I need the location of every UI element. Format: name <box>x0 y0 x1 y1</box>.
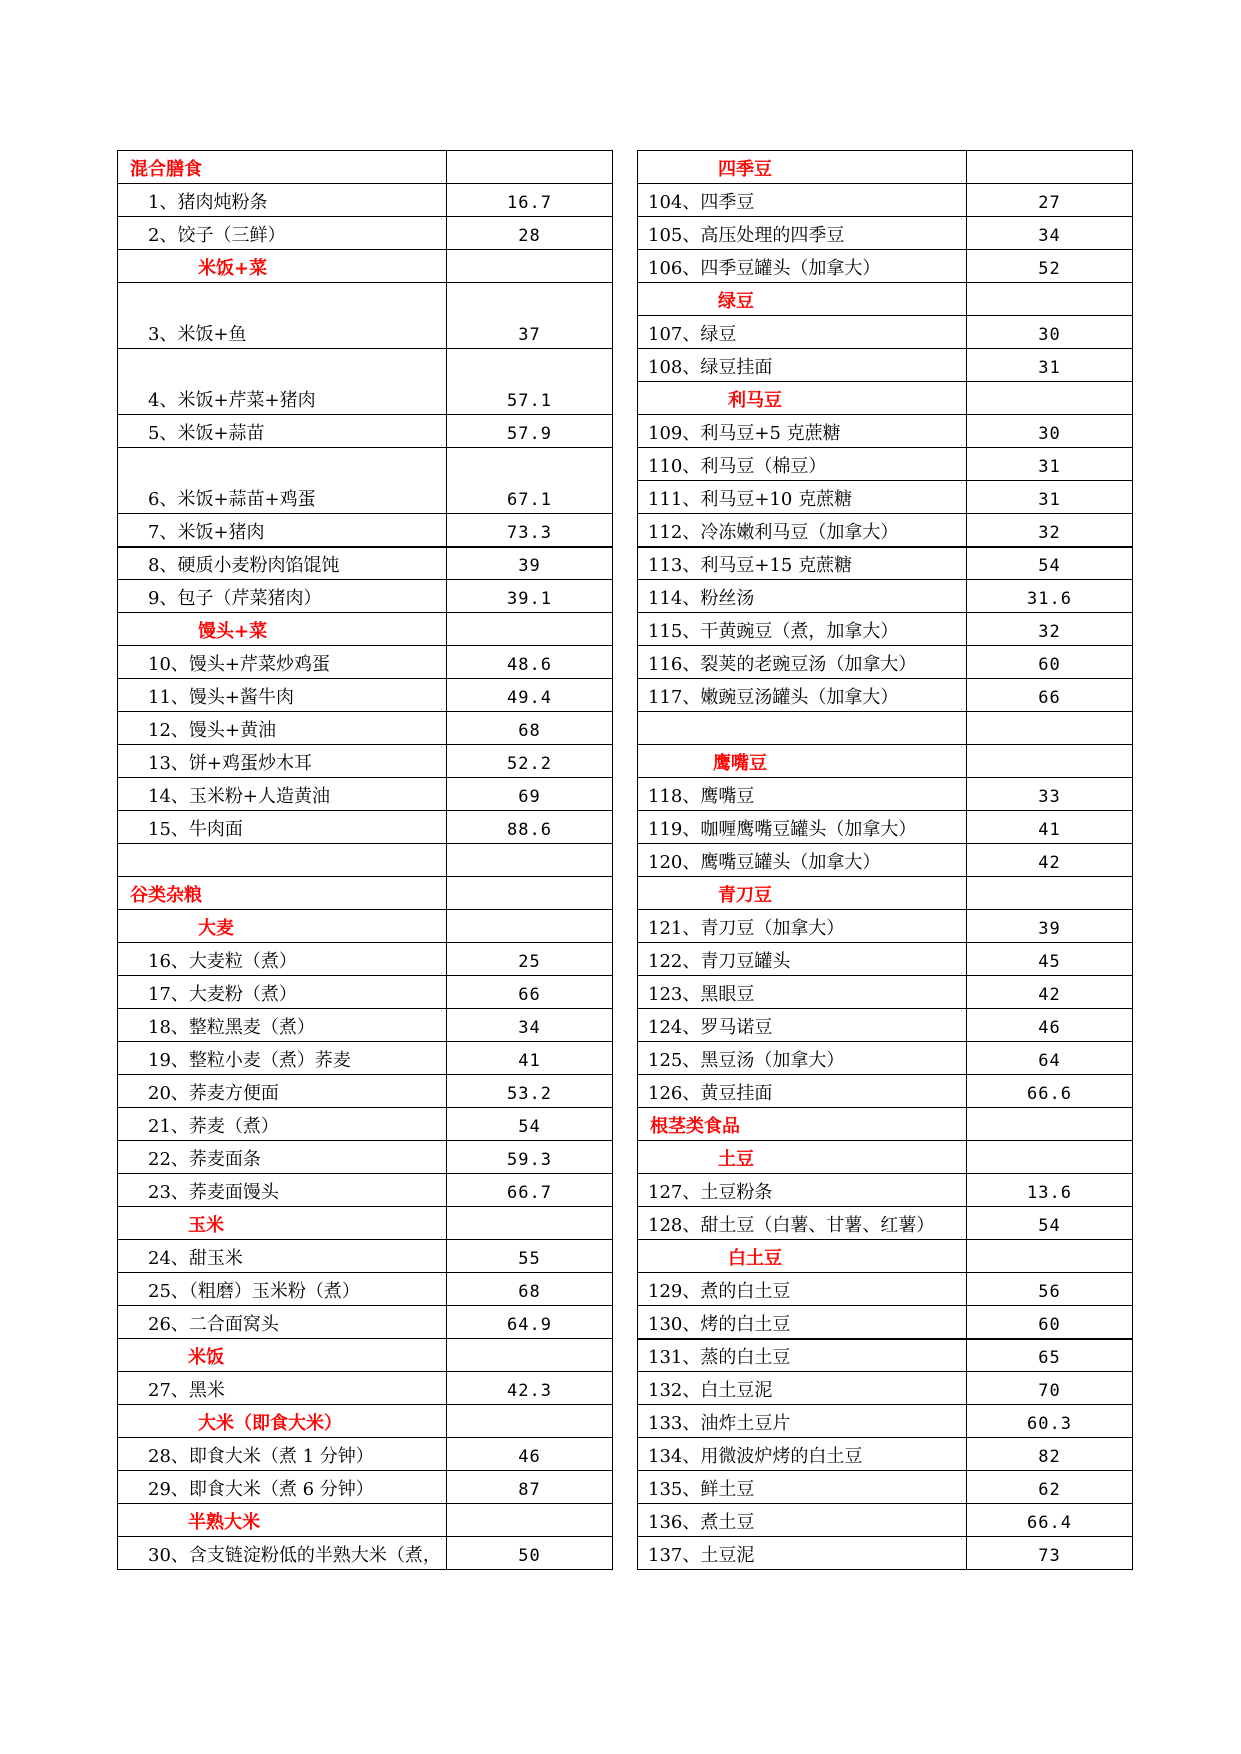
table-row <box>638 613 1133 646</box>
gi-value: 65 <box>967 1339 1133 1372</box>
category-row <box>638 745 1133 778</box>
subcategory-heading: 玉米 <box>118 1207 447 1240</box>
gi-value: 39 <box>447 547 613 580</box>
table-row <box>638 1042 1133 1075</box>
empty-cell <box>967 151 1133 184</box>
subcategory-heading: 米饭+菜 <box>118 250 447 283</box>
table-row <box>118 217 613 250</box>
subcategory-heading: 米饭 <box>118 1339 447 1372</box>
right-table-body <box>638 151 1133 1570</box>
gi-value: 49.4 <box>447 679 613 712</box>
gi-value: 46 <box>447 1438 613 1471</box>
table-row <box>118 679 613 712</box>
food-name: 123、黑眼豆 <box>638 976 967 1009</box>
gi-value: 59.3 <box>447 1141 613 1174</box>
food-name: 8、硬质小麦粉肉馅馄饨 <box>118 547 447 580</box>
table-row <box>118 1108 613 1141</box>
empty-cell <box>967 712 1133 745</box>
gi-value: 30 <box>967 316 1133 349</box>
food-name: 106、四季豆罐头（加拿大） <box>638 250 967 283</box>
food-name: 133、油炸土豆片 <box>638 1405 967 1438</box>
food-name: 131、蒸的白土豆 <box>638 1339 967 1372</box>
gi-value: 82 <box>967 1438 1133 1471</box>
food-name: 117、嫩豌豆汤罐头（加拿大） <box>638 679 967 712</box>
gi-value: 32 <box>967 514 1133 547</box>
table-row <box>638 1009 1133 1042</box>
gi-value: 33 <box>967 778 1133 811</box>
food-name: 26、二合面窝头 <box>118 1306 447 1339</box>
category-heading: 根茎类食品 <box>638 1108 967 1141</box>
gi-value: 66.4 <box>967 1504 1133 1537</box>
gi-value: 66.6 <box>967 1075 1133 1108</box>
food-name: 2、饺子（三鲜） <box>118 217 447 250</box>
category-row <box>118 910 613 943</box>
gi-value: 53.2 <box>447 1075 613 1108</box>
category-row <box>638 1240 1133 1273</box>
food-name: 12、馒头+黄油 <box>118 712 447 745</box>
table-row <box>638 1405 1133 1438</box>
food-name: 110、利马豆（棉豆） <box>638 448 967 481</box>
category-row <box>118 1339 613 1372</box>
food-name: 127、土豆粉条 <box>638 1174 967 1207</box>
table-row <box>638 349 1133 382</box>
food-name: 119、咖喱鹰嘴豆罐头（加拿大） <box>638 811 967 844</box>
gi-value: 13.6 <box>967 1174 1133 1207</box>
food-name: 122、青刀豆罐头 <box>638 943 967 976</box>
food-name: 137、土豆泥 <box>638 1537 967 1570</box>
table-row <box>118 1306 613 1339</box>
gi-value: 68 <box>447 1273 613 1306</box>
category-row <box>118 250 613 283</box>
food-name: 104、四季豆 <box>638 184 967 217</box>
table-row <box>118 1042 613 1075</box>
food-name: 135、鲜土豆 <box>638 1471 967 1504</box>
gi-value: 41 <box>967 811 1133 844</box>
food-name: 130、烤的白土豆 <box>638 1306 967 1339</box>
gi-value: 48.6 <box>447 646 613 679</box>
table-row <box>638 217 1133 250</box>
gi-value: 34 <box>967 217 1133 250</box>
subcategory-heading: 半熟大米 <box>118 1504 447 1537</box>
table-row <box>118 283 613 349</box>
gi-value: 70 <box>967 1372 1133 1405</box>
food-name: 115、干黄豌豆（煮，加拿大） <box>638 613 967 646</box>
table-row <box>118 943 613 976</box>
empty-cell <box>967 1240 1133 1273</box>
table-row <box>638 679 1133 712</box>
table-row <box>638 778 1133 811</box>
right-gi-table <box>637 150 1133 1570</box>
table-row <box>638 943 1133 976</box>
empty-cell <box>447 1207 613 1240</box>
table-row <box>638 910 1133 943</box>
category-heading: 谷类杂粮 <box>118 877 447 910</box>
table-row <box>638 316 1133 349</box>
food-name: 108、绿豆挂面 <box>638 349 967 382</box>
table-row <box>638 415 1133 448</box>
gi-value: 52.2 <box>447 745 613 778</box>
table-row <box>638 1537 1133 1570</box>
food-name: 132、白土豆泥 <box>638 1372 967 1405</box>
subcategory-heading: 青刀豆 <box>638 877 967 910</box>
food-name: 23、荞麦面馒头 <box>118 1174 447 1207</box>
gi-value: 42.3 <box>447 1372 613 1405</box>
gi-value: 73 <box>967 1537 1133 1570</box>
gi-value: 28 <box>447 217 613 250</box>
subcategory-heading: 大麦 <box>118 910 447 943</box>
gi-value: 68 <box>447 712 613 745</box>
table-row <box>118 778 613 811</box>
category-row <box>638 1141 1133 1174</box>
empty-cell <box>447 1504 613 1537</box>
empty-row <box>118 844 613 877</box>
food-name: 4、米饭+芹菜+猪肉 <box>118 349 447 415</box>
category-row <box>118 1504 613 1537</box>
table-row <box>638 646 1133 679</box>
food-name: 134、用微波炉烤的白土豆 <box>638 1438 967 1471</box>
subcategory-heading: 土豆 <box>638 1141 967 1174</box>
table-row <box>118 547 613 580</box>
food-name: 124、罗马诺豆 <box>638 1009 967 1042</box>
table-row <box>118 514 613 547</box>
food-name: 3、米饭+鱼 <box>118 283 447 349</box>
empty-row <box>638 712 1133 745</box>
category-row <box>638 877 1133 910</box>
table-row <box>638 184 1133 217</box>
food-name: 28、即食大米（煮 1 分钟） <box>118 1438 447 1471</box>
gi-value: 64 <box>967 1042 1133 1075</box>
gi-value: 54 <box>447 1108 613 1141</box>
subcategory-heading: 大米（即食大米） <box>118 1405 447 1438</box>
gi-value: 54 <box>967 547 1133 580</box>
gi-value: 88.6 <box>447 811 613 844</box>
gi-value: 66 <box>967 679 1133 712</box>
table-row <box>118 184 613 217</box>
food-name: 120、鹰嘴豆罐头（加拿大） <box>638 844 967 877</box>
subcategory-heading: 利马豆 <box>638 382 967 415</box>
table-row <box>638 1372 1133 1405</box>
table-row <box>638 580 1133 613</box>
gi-value: 64.9 <box>447 1306 613 1339</box>
empty-cell <box>638 712 967 745</box>
table-row <box>638 1306 1133 1339</box>
food-name: 1、猪肉炖粉条 <box>118 184 447 217</box>
food-name: 24、甜玉米 <box>118 1240 447 1273</box>
gi-value: 39 <box>967 910 1133 943</box>
table-row <box>638 1207 1133 1240</box>
category-row <box>118 1405 613 1438</box>
table-row <box>638 1438 1133 1471</box>
food-name: 10、馒头+芹菜炒鸡蛋 <box>118 646 447 679</box>
gi-value: 56 <box>967 1273 1133 1306</box>
gi-value: 37 <box>447 283 613 349</box>
gi-value: 60 <box>967 646 1133 679</box>
table-row <box>638 844 1133 877</box>
food-name: 105、高压处理的四季豆 <box>638 217 967 250</box>
food-name: 113、利马豆+15 克蔗糖 <box>638 547 967 580</box>
gi-value: 57.1 <box>447 349 613 415</box>
empty-cell <box>447 250 613 283</box>
table-row <box>638 1339 1133 1372</box>
subcategory-heading: 四季豆 <box>638 151 967 184</box>
table-row <box>118 1009 613 1042</box>
food-name: 21、荞麦（煮） <box>118 1108 447 1141</box>
table-row <box>118 976 613 1009</box>
food-name: 125、黑豆汤（加拿大） <box>638 1042 967 1075</box>
table-row <box>638 448 1133 481</box>
empty-cell <box>447 910 613 943</box>
gi-value: 25 <box>447 943 613 976</box>
table-row <box>638 514 1133 547</box>
table-row <box>638 1174 1133 1207</box>
food-name: 11、馒头+酱牛肉 <box>118 679 447 712</box>
table-row <box>118 1141 613 1174</box>
food-name: 118、鹰嘴豆 <box>638 778 967 811</box>
empty-cell <box>967 1141 1133 1174</box>
table-row <box>118 1438 613 1471</box>
table-row <box>638 1273 1133 1306</box>
empty-cell <box>447 877 613 910</box>
empty-cell <box>967 283 1133 316</box>
gi-value: 54 <box>967 1207 1133 1240</box>
category-row <box>118 151 613 184</box>
food-name: 7、米饭+猪肉 <box>118 514 447 547</box>
table-row <box>118 745 613 778</box>
category-row <box>638 382 1133 415</box>
subcategory-heading: 鹰嘴豆 <box>638 745 967 778</box>
food-name: 111、利马豆+10 克蔗糖 <box>638 481 967 514</box>
table-row <box>118 1075 613 1108</box>
food-name: 19、整粒小麦（煮）荞麦 <box>118 1042 447 1075</box>
food-name: 121、青刀豆（加拿大） <box>638 910 967 943</box>
category-heading: 混合膳食 <box>118 151 447 184</box>
table-row <box>118 1273 613 1306</box>
food-name: 30、含支链淀粉低的半熟大米（煮， <box>118 1537 447 1570</box>
gi-value: 55 <box>447 1240 613 1273</box>
table-row <box>638 481 1133 514</box>
gi-value: 31 <box>967 349 1133 382</box>
table-row <box>118 1537 613 1570</box>
food-name: 5、米饭+蒜苗 <box>118 415 447 448</box>
food-name: 22、荞麦面条 <box>118 1141 447 1174</box>
empty-cell <box>967 1108 1133 1141</box>
left-table-body <box>118 151 613 1570</box>
gi-value: 31 <box>967 481 1133 514</box>
table-row <box>118 811 613 844</box>
subcategory-heading: 绿豆 <box>638 283 967 316</box>
food-name: 136、煮土豆 <box>638 1504 967 1537</box>
food-name: 27、黑米 <box>118 1372 447 1405</box>
food-name: 20、荞麦方便面 <box>118 1075 447 1108</box>
food-name: 25、（粗磨）玉米粉（煮） <box>118 1273 447 1306</box>
category-row <box>638 1108 1133 1141</box>
gi-value: 67.1 <box>447 448 613 514</box>
food-name: 109、利马豆+5 克蔗糖 <box>638 415 967 448</box>
gi-value: 32 <box>967 613 1133 646</box>
empty-cell <box>447 1405 613 1438</box>
food-name: 16、大麦粒（煮） <box>118 943 447 976</box>
gi-value: 52 <box>967 250 1133 283</box>
food-name: 9、包子（芹菜猪肉） <box>118 580 447 613</box>
empty-cell <box>447 151 613 184</box>
empty-cell <box>967 745 1133 778</box>
table-row <box>118 1372 613 1405</box>
table-row <box>118 448 613 514</box>
food-name: 126、黄豆挂面 <box>638 1075 967 1108</box>
food-name: 114、粉丝汤 <box>638 580 967 613</box>
gi-value: 42 <box>967 844 1133 877</box>
food-name: 112、冷冻嫩利马豆（加拿大） <box>638 514 967 547</box>
food-name: 116、裂荚的老豌豆汤（加拿大） <box>638 646 967 679</box>
gi-value: 41 <box>447 1042 613 1075</box>
table-row <box>118 712 613 745</box>
empty-cell <box>118 844 447 877</box>
food-name: 14、玉米粉+人造黄油 <box>118 778 447 811</box>
table-row <box>118 646 613 679</box>
food-name: 29、即食大米（煮 6 分钟） <box>118 1471 447 1504</box>
subcategory-heading: 馒头+菜 <box>118 613 447 646</box>
food-name: 17、大麦粉（煮） <box>118 976 447 1009</box>
table-row <box>638 1504 1133 1537</box>
table-row <box>118 349 613 415</box>
food-name: 128、甜土豆（白薯、甘薯、红薯） <box>638 1207 967 1240</box>
empty-cell <box>967 382 1133 415</box>
gi-value: 87 <box>447 1471 613 1504</box>
empty-cell <box>447 1339 613 1372</box>
table-row <box>118 1240 613 1273</box>
table-row <box>638 976 1133 1009</box>
food-name: 13、饼+鸡蛋炒木耳 <box>118 745 447 778</box>
gi-value: 60.3 <box>967 1405 1133 1438</box>
food-name: 15、牛肉面 <box>118 811 447 844</box>
gi-value: 31.6 <box>967 580 1133 613</box>
gi-value: 62 <box>967 1471 1133 1504</box>
gi-value: 16.7 <box>447 184 613 217</box>
gi-value: 46 <box>967 1009 1133 1042</box>
food-name: 129、煮的白土豆 <box>638 1273 967 1306</box>
gi-value: 39.1 <box>447 580 613 613</box>
table-row <box>638 250 1133 283</box>
gi-value: 50 <box>447 1537 613 1570</box>
table-row <box>638 1075 1133 1108</box>
table-row <box>638 1471 1133 1504</box>
empty-cell <box>967 877 1133 910</box>
category-row <box>118 1207 613 1240</box>
category-row <box>118 877 613 910</box>
gi-value: 66.7 <box>447 1174 613 1207</box>
gi-value: 27 <box>967 184 1133 217</box>
gi-value: 60 <box>967 1306 1133 1339</box>
category-row <box>638 151 1133 184</box>
gi-value: 31 <box>967 448 1133 481</box>
category-row <box>118 613 613 646</box>
empty-cell <box>447 844 613 877</box>
category-row <box>638 283 1133 316</box>
gi-value: 42 <box>967 976 1133 1009</box>
gi-value: 73.3 <box>447 514 613 547</box>
table-row <box>118 1174 613 1207</box>
gi-value: 66 <box>447 976 613 1009</box>
table-row <box>638 811 1133 844</box>
subcategory-heading: 白土豆 <box>638 1240 967 1273</box>
gi-value: 69 <box>447 778 613 811</box>
food-name: 18、整粒黑麦（煮） <box>118 1009 447 1042</box>
table-row <box>118 415 613 448</box>
table-row <box>118 1471 613 1504</box>
food-name: 6、米饭+蒜苗+鸡蛋 <box>118 448 447 514</box>
table-row <box>118 580 613 613</box>
empty-cell <box>447 613 613 646</box>
gi-value: 57.9 <box>447 415 613 448</box>
food-name: 107、绿豆 <box>638 316 967 349</box>
left-gi-table <box>117 150 613 1570</box>
gi-value: 45 <box>967 943 1133 976</box>
gi-value: 30 <box>967 415 1133 448</box>
table-row <box>638 547 1133 580</box>
gi-value: 34 <box>447 1009 613 1042</box>
